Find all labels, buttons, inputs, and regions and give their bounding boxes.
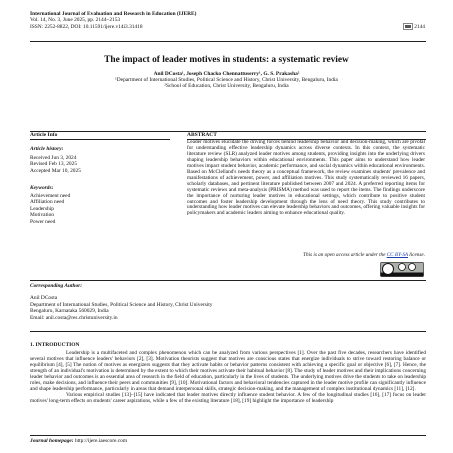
journal-logo-icon <box>403 23 413 30</box>
keyword: Achievement need <box>30 192 71 199</box>
introduction-heading: 1. INTRODUCTION <box>30 342 80 348</box>
corresponding-department: Department of International Studies, Political Science and History, Christ University <box>30 301 213 308</box>
info-left-rule <box>30 139 170 140</box>
footer-url[interactable]: http://ijere.iaescore.com <box>74 438 128 444</box>
page-number: 2144 <box>414 23 425 30</box>
history-revised: Revised Feb 13, 2025 <box>30 161 78 167</box>
affiliation-1: ¹Department of International Studies, Political Science and History, Christ University, Bengaluru, India <box>115 77 338 84</box>
journal-header <box>30 11 425 31</box>
keyword: Leadership <box>30 205 54 212</box>
introduction-body <box>30 350 426 404</box>
corresponding-author-block <box>30 283 330 321</box>
intro-rule <box>30 331 426 332</box>
corresponding-email: Email: anil.costa@res.christuniversity.in <box>30 314 118 321</box>
history-received: Received Jun 3, 2024 <box>30 154 77 161</box>
corresponding-rule <box>30 280 426 281</box>
footer-label: Journal homepage: <box>30 438 74 444</box>
license-prefix: This is an open access article under the <box>303 252 386 258</box>
history-accepted: Accepted Mar 10, 2025 <box>30 167 81 174</box>
footer <box>30 438 127 444</box>
journal-volume: Vol. 14, No. 3, June 2025, pp. 2144~2153 <box>30 17 121 24</box>
issn-line <box>30 24 425 31</box>
keyword: Affiliation need <box>30 199 65 205</box>
keywords-heading: Keywords: <box>30 185 54 191</box>
keyword: Power need <box>30 218 56 225</box>
article-info-heading: Article Info <box>30 132 58 138</box>
introduction-paragraph-1: Leadership is a multifaceted and complex phenomenon which can be analyzed from various perspectives [1]. Over the past five decades, researchers have identified several motives that influence leaders' behaviors [2], [3]. Motivation theorists suggest that motives are conscious states that energize individuals to strive toward restoring balance or equilibrium [4], [5] The notion of motives as energizers suggests that they activate habits or behavior patterns consistent with achieving a specific goal or objective [6], [7]. Hence, the strength of an individual's motivation is determined by the extent to which their motives activate their habitual behavior [8]. The study of leader motives and their implications concerning leader behavior and outcomes is an essential area of research in the field of education, particularly in the lives of students. The underlying motives drive the students to take on leadership roles, make decisions, and influence their peers and communities [9], [10]. Motivational factors and behavioral tendencies captured in the leader motive profile can significantly influence and shape leadership performance, particularly in areas that demand interpersonal skills, strategic decision-making, and the management of complex institutional dynamics [11], [12]. <box>30 350 426 392</box>
journal-name: International Journal of Evaluation and Research in Education (IJERE) <box>30 11 197 17</box>
corresponding-address: Bengaluru, Karnataka 560029, India <box>30 308 109 315</box>
license-line <box>187 252 425 258</box>
header-rule <box>30 41 426 42</box>
corresponding-heading: Corresponding Author: <box>30 283 83 289</box>
journal-issn: ISSN: 2252-8822, DOI: 10.11591/ijere.v14i3.31418 <box>30 23 143 30</box>
article-info <box>30 146 170 225</box>
cc-by-sa-badge-icon <box>380 262 424 277</box>
introduction-paragraph-2: Various empirical studies [13]–[15] have indicated that leader motives directly influence student behavior. A few of the longitudinal studies [16], [17] focus on leader motives' long-term effects on students' career aspirations, while a few of the existing literature [18], [19] highlight the importance of leadership <box>30 392 426 404</box>
author-names: Anil DCosta¹, Joseph Chacko Chennattuserry¹, G. S. Prakasha² <box>153 71 300 77</box>
keyword: Motivation <box>30 212 54 218</box>
affiliation-2: ²School of Education, Christ University, Bengaluru, India <box>164 83 289 90</box>
abstract-heading: ABSTRACT <box>187 132 217 138</box>
license-suffix: license. <box>409 252 425 258</box>
info-top-rule <box>30 131 426 132</box>
footer-rule <box>30 435 426 436</box>
abstract-text: Leader motives elucidate the driving forces behind leadership behavior and decision-making, which are pivotal for understanding effective leadership dynamics across diverse contexts. In this context, the systematic literature review (SLR) analyzed leader motives among students, providing insights into the underlying drivers shaping leadership behaviors within educational environments. This paper aims to understand how leader motives impact student behavior, academic performance, and social dynamics within educational environments. Based on McClelland's needs theory as a conceptual framework, the review examines students' prevalence and manifestations of achievement, power, and affiliation motives. This study systematically reviewed 16 papers, scholarly databases, and pertinent literature published between 2007 and 2024. A preferred reporting items for systematic reviews and meta-analysis (PRISMA) method was used to report the items. The findings underscore the importance of nurturing leader motives in educational settings, which contribute to positive student outcomes and foster leadership development through the lens of need theory. This study contributes to understanding how leader motives can elevate leadership behaviors and outcomes, offering valuable insights for policymakers and academic leaders aiming to enhance educational quality. <box>187 139 425 217</box>
paper-title: The impact of leader motives in students: a systematic review <box>104 55 349 65</box>
corresponding-name: Anil DCosta <box>30 295 58 302</box>
author-block <box>0 71 453 90</box>
history-heading: Article history: <box>30 146 64 152</box>
license-link[interactable]: CC BY-SA <box>386 252 408 258</box>
